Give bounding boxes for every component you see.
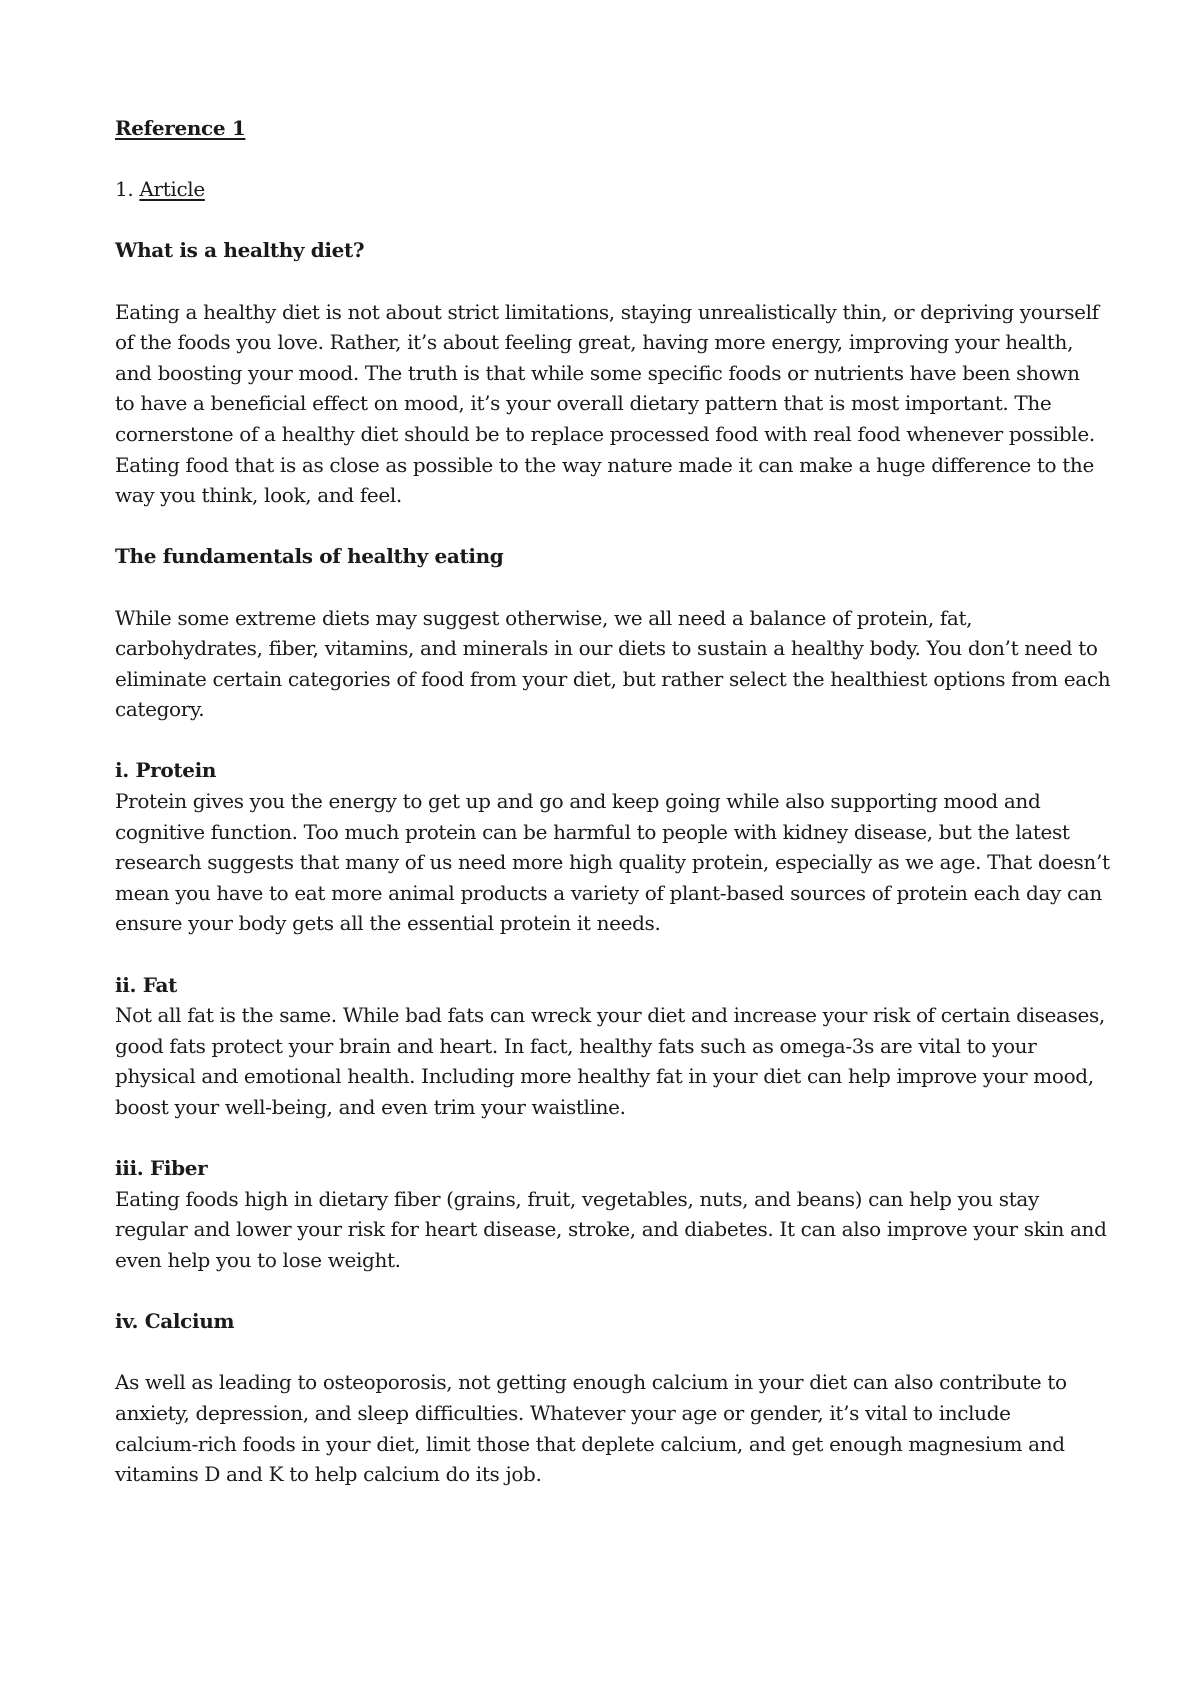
text-line: even help you to lose weight. <box>115 1247 401 1272</box>
text-line: Not all fat is the same. While bad fats can wreck your diet and increase your risk of certain diseases, <box>115 1003 1105 1028</box>
text-line: category. <box>115 697 205 722</box>
section-heading-fundamentals: The fundamentals of healthy eating <box>115 544 504 569</box>
reference-title: Reference 1 <box>115 116 246 140</box>
text-line: boost your well-being, and even trim your waistline. <box>115 1095 626 1119</box>
spacer <box>115 725 1105 756</box>
article-label: Article <box>139 177 205 202</box>
text-line: research suggests that many of us need more high quality protein, especially as we age. That doesn’t <box>115 850 1110 875</box>
section-heading-calcium: iv. Calcium <box>115 1309 235 1334</box>
spacer <box>115 1337 1105 1368</box>
text-line: vitamins D and K to help calcium do its job. <box>115 1462 542 1487</box>
text-line: eliminate certain categories of food from your diet, but rather select the healthiest options from each <box>115 666 1111 691</box>
spacer <box>115 939 1105 970</box>
spacer <box>115 511 1105 542</box>
text-line: Eating food that is as close as possible to the way nature made it can make a huge difference to the <box>115 452 1094 477</box>
section-heading-protein: i. Protein <box>115 758 217 783</box>
text-line: physical and emotional health. Including more healthy fat in your diet can help improve your mood, <box>115 1064 1094 1089</box>
text-line: Protein gives you the energy to get up and go and keep going while also supporting mood and <box>115 789 1041 814</box>
paragraph-fundamentals <box>115 603 1111 725</box>
spacer <box>115 266 1105 297</box>
document-body <box>115 113 1111 1490</box>
section-heading-fiber: iii. Fiber <box>115 1156 208 1181</box>
spacer <box>115 1123 1105 1154</box>
text-line: ensure your body gets all the essential protein it needs. <box>115 911 661 936</box>
paragraph-calcium <box>115 1367 1105 1489</box>
paragraph-fat <box>115 1000 1105 1122</box>
text-line: good fats protect your brain and heart. In fact, healthy fats such as omega-3s are vital to your <box>115 1033 1037 1058</box>
text-line: regular and lower your risk for heart disease, stroke, and diabetes. It can also improve your skin and <box>115 1217 1107 1242</box>
article-number: 1. <box>115 177 134 202</box>
text-line: As well as leading to osteoporosis, not getting enough calcium in your diet can also contribute to <box>115 1370 1067 1395</box>
text-line: cognitive function. Too much protein can be harmful to people with kidney disease, but the latest <box>115 819 1070 844</box>
spacer <box>115 144 1105 175</box>
text-line: of the foods you love. Rather, it’s about feeling great, having more energy, improving your health, <box>115 330 1074 355</box>
text-line: Eating foods high in dietary fiber (grains, fruit, vegetables, nuts, and beans) can help you stay <box>115 1186 1039 1211</box>
spacer <box>115 572 1105 603</box>
section-heading-fat: ii. Fat <box>115 972 177 997</box>
text-line: way you think, look, and feel. <box>115 483 402 508</box>
text-line: Eating a healthy diet is not about strict limitations, staying unrealistically thin, or depriving yourself <box>115 299 1099 324</box>
spacer <box>115 205 1105 236</box>
text-line: While some extreme diets may suggest otherwise, we all need a balance of protein, fat, <box>115 605 973 630</box>
text-line: to have a beneficial effect on mood, it’s your overall dietary pattern that is most important. The <box>115 391 1052 416</box>
text-line: carbohydrates, fiber, vitamins, and minerals in our diets to sustain a healthy body. You don’t need to <box>115 636 1098 661</box>
text-line: and boosting your mood. The truth is that while some specific foods or nutrients have been shown <box>115 360 1080 385</box>
spacer <box>115 1276 1105 1307</box>
paragraph-fiber <box>115 1184 1105 1276</box>
text-line: calcium-rich foods in your diet, limit those that deplete calcium, and get enough magnesium and <box>115 1431 1065 1456</box>
text-line: cornerstone of a healthy diet should be to replace processed food with real food whenever possible. <box>115 421 1095 446</box>
paragraph-healthy-diet <box>115 297 1105 511</box>
article-line <box>115 174 1105 205</box>
text-line: mean you have to eat more animal products a variety of plant-based sources of protein each day can <box>115 880 1102 905</box>
text-line: anxiety, depression, and sleep difficulties. Whatever your age or gender, it’s vital to include <box>115 1400 1011 1425</box>
paragraph-protein <box>115 786 1110 939</box>
section-heading-healthy-diet: What is a healthy diet? <box>115 238 365 263</box>
